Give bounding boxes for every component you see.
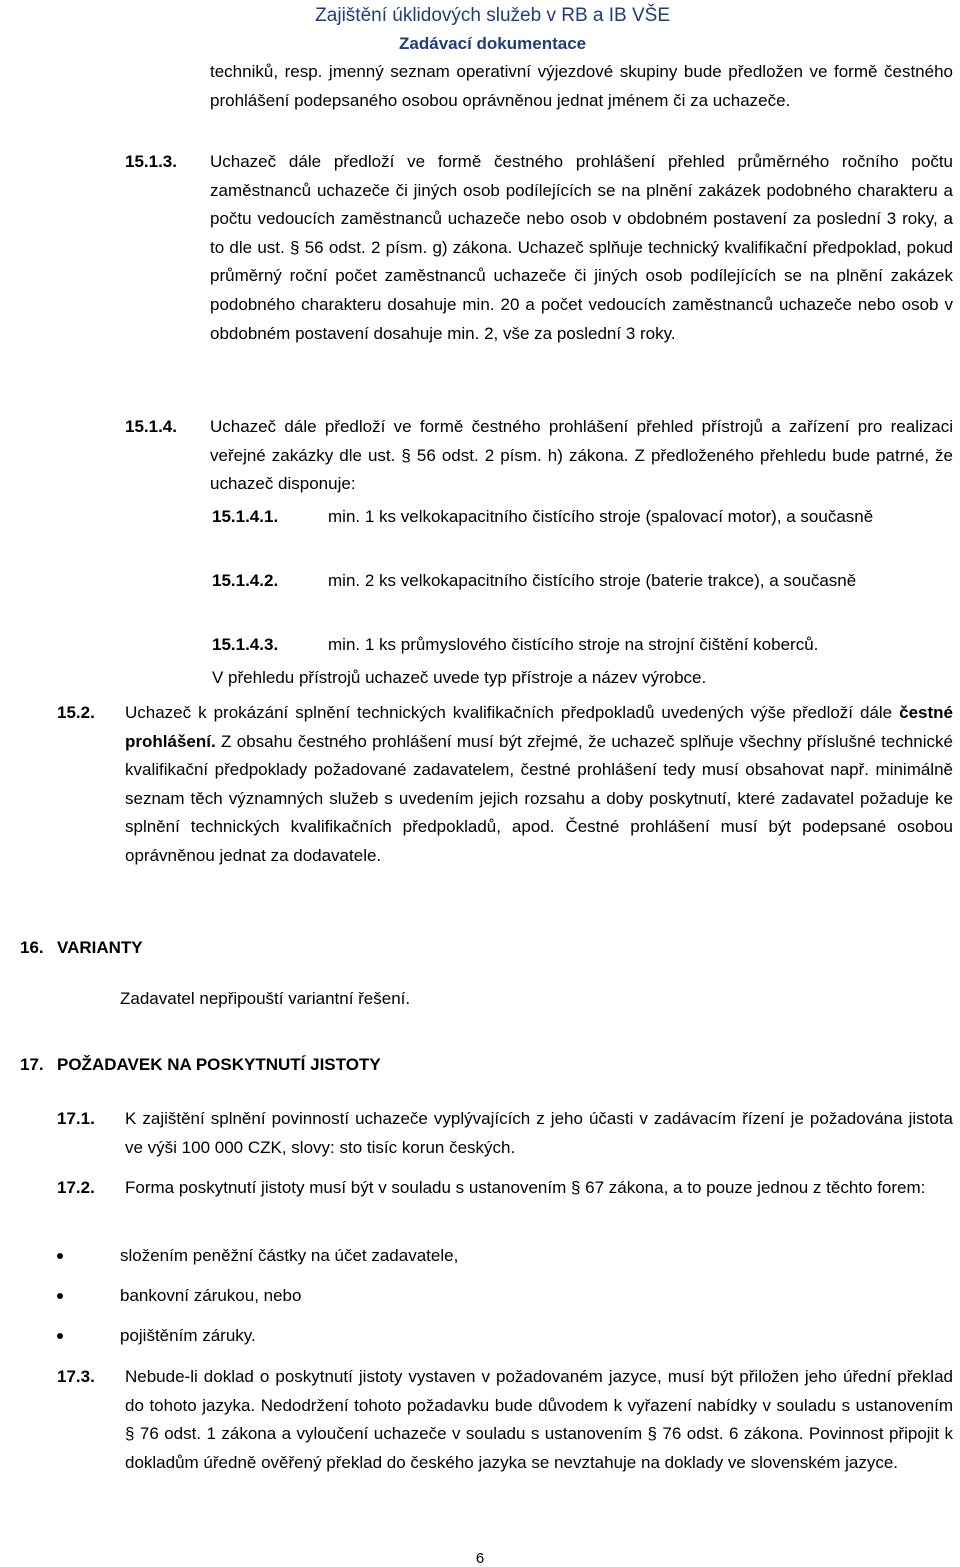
paragraph-15-2-text-b: Z obsahu čestného prohlášení musí být zřejmé, že uchazeč splňuje všechny příslušné technické kvalifikační předpoklady požadované zadavatelem, čestné prohlášení tedy musí obsahovat např. minimálně seznam těch významných služeb s uvedením jejich rozsahu a doby poskytnutí, které zadavatel požaduje ke splnění technických kvalifikačních předpokladů, apod. Čestné prohlášení musí být podepsané osobou oprávněnou jednat za dodavatele. (125, 731, 953, 865)
section-number-15-1-4: 15.1.4. (125, 417, 177, 436)
paragraph-15-2 (125, 699, 953, 871)
bullet-dot (57, 1253, 63, 1259)
section-number-15-2: 15.2. (57, 703, 95, 722)
item-number-15-1-4-3: 15.1.4.3. (212, 635, 279, 654)
paragraph-17-2: Forma poskytnutí jistoty musí být v souladu s ustanovením § 67 zákona, a to pouze jednou z těchto forem: (125, 1178, 926, 1197)
item-15-1-4-3: min. 1 ks průmyslového čistícího stroje na strojní čištění koberců. (328, 635, 819, 654)
paragraph-15-1-2-continuation: techniků, resp. jmenný seznam operativní výjezdové skupiny bude předložen ve formě čestného prohlášení podepsaného osobou oprávněnou jednat jménem či za uchazeče. (210, 62, 953, 110)
section-number-15-1-3: 15.1.3. (125, 152, 177, 171)
section-number-17-2: 17.2. (57, 1178, 95, 1197)
section-title-17: POŽADAVEK NA POSKYTNUTÍ JISTOTY (57, 1055, 381, 1074)
document-header (315, 2, 670, 58)
section-title-16: VARIANTY (57, 938, 143, 957)
bullet-item-1: složením peněžní částky na účet zadavatele, (120, 1246, 459, 1265)
paragraph-16: Zadavatel nepřipouští variantní řešení. (120, 989, 411, 1008)
paragraph-15-1-3: Uchazeč dále předloží ve formě čestného prohlášení přehled průměrného ročního počtu zaměstnanců uchazeče či jiných osob podílejících se na plnění zakázek podobného charakteru a počtu vedoucích zaměstnanců uchazeče nebo osob v obdobném postavení za poslední 3 roky, a to dle ust. § 56 odst. 2 písm. g) zákona. Uchazeč splňuje technický kvalifikační předpoklad, pokud průměrný roční počet zaměstnanců uchazeče či jiných osob podílejících se na plnění zakázek podobného charakteru dosahuje min. 20 a počet vedoucích zaměstnanců uchazeče nebo osob v obdobném postavení dosahuje min. 2, vše za poslední 3 roky. (210, 152, 953, 343)
header-subtitle: Zadávací dokumentace (399, 34, 587, 53)
bullet-item-2: bankovní zárukou, nebo (120, 1286, 302, 1305)
paragraph-15-2-bold: čestné prohlášení. (125, 703, 953, 751)
item-number-15-1-4-2: 15.1.4.2. (212, 571, 279, 590)
paragraph-17-1: K zajištění splnění povinností uchazeče vyplývajících z jeho účasti v zadávacím řízení je požadována jistota ve výši 100 000 CZK, slovy: sto tisíc korun českých. (125, 1109, 953, 1157)
header-title: Zajištění úklidových služeb v RB a IB VŠE (315, 5, 670, 26)
item-15-1-4-2: min. 2 ks velkokapacitního čistícího stroje (baterie trakce), a současně (328, 571, 857, 590)
bullet-dot (57, 1333, 63, 1339)
section-number-16: 16. (20, 938, 44, 957)
section-number-17: 17. (20, 1055, 44, 1074)
equipment-note: V přehledu přístrojů uchazeč uvede typ přístroje a název výrobce. (212, 668, 707, 687)
section-number-17-3: 17.3. (57, 1367, 95, 1386)
page-number: 6 (475, 1550, 485, 1567)
section-number-17-1: 17.1. (57, 1109, 95, 1128)
paragraph-15-1-4: Uchazeč dále předloží ve formě čestného prohlášení přehled přístrojů a zařízení pro realizaci veřejné zakázky dle ust. § 56 odst. 2 písm. h) zákona. Z předloženého přehledu bude patrné, že uchazeč disponuje: (210, 417, 953, 494)
paragraph-15-2-text-a: Uchazeč k prokázání splnění technických kvalifikačních předpokladů uvedených výše předloží dále (125, 703, 900, 722)
item-15-1-4-1: min. 1 ks velkokapacitního čistícího stroje (spalovací motor), a současně (328, 507, 874, 526)
paragraph-17-3: Nebude-li doklad o poskytnutí jistoty vystaven v požadovaném jazyce, musí být přiložen jeho úřední překlad do tohoto jazyka. Nedodržení tohoto požadavku bude důvodem k vyřazení nabídky v souladu s ustanovením § 76 odst. 1 zákona a vyloučení uchazeče v souladu s ustanovením § 76 odst. 6 zákona. Povinnost připojit k dokladům úředně ověřený překlad do českého jazyka se nevztahuje na doklady ve slovenském jazyce. (125, 1367, 953, 1472)
item-number-15-1-4-1: 15.1.4.1. (212, 507, 279, 526)
bullet-dot (57, 1293, 63, 1299)
bullet-item-3: pojištěním záruky. (120, 1326, 256, 1345)
